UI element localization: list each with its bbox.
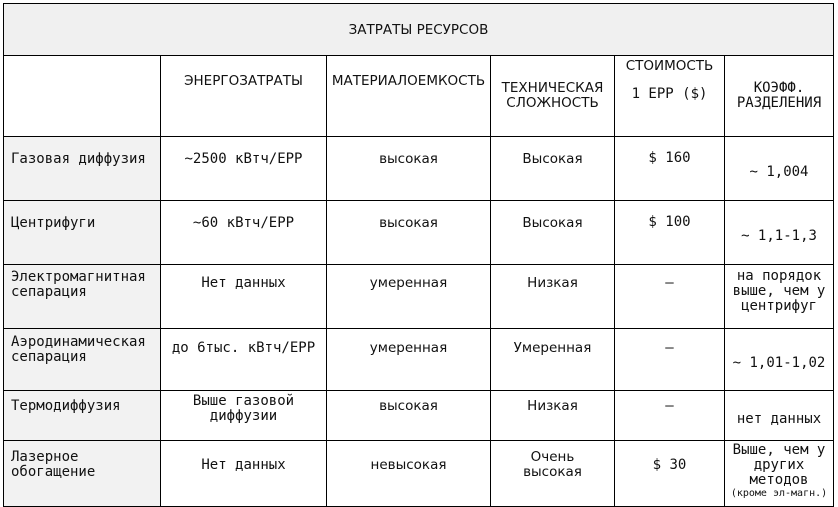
col-header-cost-line2: 1 ЕРР ($) (631, 86, 708, 102)
cell-complexity: Низкая (491, 265, 615, 329)
column-header-row (4, 56, 834, 137)
cell-energy: до 6тыс. кВтч/ЕРР (161, 329, 327, 391)
table-row (4, 329, 834, 391)
cell-complexity (491, 441, 615, 507)
cell-energy: ~60 кВтч/ЕРР (161, 201, 327, 265)
cell-cost: $ 160 (615, 137, 725, 201)
cell-coefficient (725, 265, 834, 329)
cell-energy: Нет данных (161, 441, 327, 507)
cell-material: высокая (327, 391, 491, 441)
row-header-line1: Электромагнитная (11, 269, 146, 285)
row-header-line1: Аэродинамическая (11, 334, 146, 350)
cell-energy (161, 391, 327, 441)
col-header-coefficient-line2: РАЗДЕЛЕНИЯ (736, 95, 822, 111)
coefficient-line1: Выше, чем у (732, 442, 826, 458)
cell-material: умеренная (327, 329, 491, 391)
col-header-coefficient-line1: КОЭФФ. (753, 80, 805, 96)
coefficient-line3: центрифуг (741, 298, 817, 314)
resource-costs-table-wrapper (3, 3, 834, 507)
table-row (4, 201, 834, 265)
coefficient-line2: выше, чем у (732, 283, 826, 299)
col-header-coefficient (725, 56, 834, 137)
cell-cost: $ 100 (615, 201, 725, 265)
cell-material: высокая (327, 201, 491, 265)
cell-energy: ~2500 кВтч/ЕРР (161, 137, 327, 201)
cell-cost: – (615, 329, 725, 391)
cell-coefficient: нет данных (725, 391, 834, 441)
complexity-line2: высокая (523, 464, 582, 480)
col-header-complexity-line1: ТЕХНИЧЕСКАЯ (501, 80, 604, 96)
row-header-line1: Лазерное (11, 449, 79, 465)
col-header-complexity-line2: СЛОЖНОСТЬ (506, 95, 599, 111)
cell-complexity: Низкая (491, 391, 615, 441)
table-row (4, 137, 834, 201)
col-header-cost (615, 56, 725, 137)
cell-cost: – (615, 391, 725, 441)
energy-line1: Выше газовой (192, 393, 295, 409)
row-header-aerodynamic-separation (4, 329, 161, 391)
row-header-line2: сепарация (11, 349, 87, 365)
row-header-thermodiffusion: Термодиффузия (4, 391, 161, 441)
table-row (4, 391, 834, 441)
row-header-line2: сепарация (11, 284, 87, 300)
cell-material: умеренная (327, 265, 491, 329)
cell-cost: $ 30 (615, 441, 725, 507)
coefficient-line1: на порядок (736, 268, 822, 284)
cell-coefficient: ~ 1,1-1,3 (725, 201, 834, 265)
table-row (4, 265, 834, 329)
cell-complexity: Высокая (491, 201, 615, 265)
row-header-centrifuges: Центрифуги (4, 201, 161, 265)
cell-material: высокая (327, 137, 491, 201)
cell-coefficient: ~ 1,01-1,02 (725, 329, 834, 391)
col-header-energy: ЭНЕРГОЗАТРАТЫ (161, 56, 327, 137)
table-row (4, 441, 834, 507)
coefficient-line2: других (753, 457, 805, 473)
coefficient-note: (кроме эл-магн.) (730, 488, 828, 499)
row-header-gas-diffusion: Газовая диффузия (4, 137, 161, 201)
cell-coefficient (725, 441, 834, 507)
table-title: ЗАТРАТЫ РЕСУРСОВ (4, 4, 834, 56)
col-header-complexity (491, 56, 615, 137)
coefficient-line3: методов (749, 472, 809, 488)
cell-coefficient: ~ 1,004 (725, 137, 834, 201)
col-header-cost-line1: СТОИМОСТЬ (625, 58, 714, 74)
energy-line2: диффузии (209, 408, 278, 424)
cell-complexity: Умеренная (491, 329, 615, 391)
row-header-laser-enrichment (4, 441, 161, 507)
resource-costs-table (3, 3, 834, 507)
col-header-material: МАТЕРИАЛОЕМКОСТЬ (327, 56, 491, 137)
table-title-row (4, 4, 834, 56)
complexity-line1: Очень (530, 449, 575, 465)
corner-cell (4, 56, 161, 137)
row-header-line2: обогащение (11, 464, 96, 480)
cell-energy: Нет данных (161, 265, 327, 329)
cell-material: невысокая (327, 441, 491, 507)
row-header-electromagnetic-separation (4, 265, 161, 329)
cell-cost: – (615, 265, 725, 329)
cell-complexity: Высокая (491, 137, 615, 201)
